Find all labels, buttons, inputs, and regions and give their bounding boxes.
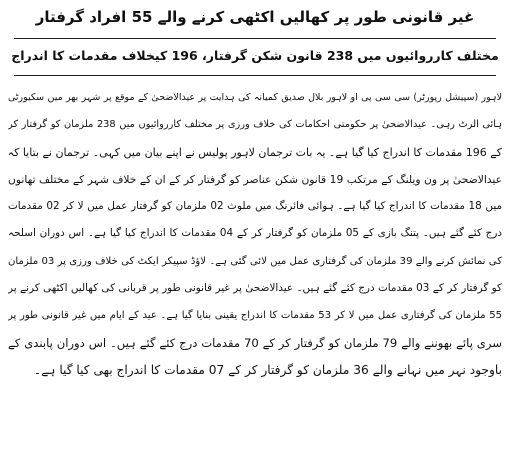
body-line: درج کئے گئے ہیں۔ پتنگ بازی کے 05 ملزمان کو گرفتار کر کے 04 مقدمات کا اندراج کیا گیا ہے۔ اس دوران اسلحہ [8, 227, 502, 240]
headline-divider [14, 38, 496, 39]
headline: غیر قانونی طور پر کھالیں اکٹھی کرنے والے 55 افراد گرفتار [35, 8, 475, 26]
body-line: سری پائے بھوننے والے 79 ملزمان کو گرفتار کر کے 70 مقدمات درج کئے گئے ہیں۔ اس دوران پابندی کے [8, 335, 502, 350]
body-line: کو گرفتار کر کے 03 مقدمات درج کئے گئے ہیں۔ عیدالاضحیٰ پر غیر قانونی طور پر قربانی کی کھالیں اکٹھی کرنے پر [8, 282, 502, 295]
subheadline-divider [14, 75, 496, 76]
body-line: کے 196 مقدمات کا اندراج کیا گیا ہے۔ یہ بات ترجمان لاہور پولیس نے اپنے بیان میں کہی۔ ترجمان نے بتایا کہ [8, 145, 502, 159]
body-line: ہائی الرٹ رہی۔ عیدالاضحیٰ پر حکومتی احکامات کی خلاف ورزی پر مختلف کارروائیوں میں 238 ملزمان کو گرفتار کر [8, 119, 502, 131]
body-line: عیدالاضحیٰ پر ون ویلنگ کے مرتکب 19 قانون شکن عناصر کو گرفتار کر کے ان کے خلاف شہر کے مختلف تھانوں [8, 172, 502, 186]
body-line-last: باوجود نہر میں نہانے والے 36 ملزمان کو گرفتار کر کے 07 مقدمات کا اندراج بھی کیا گیا ہے۔ [34, 362, 502, 377]
body-line: لاہور (سپیشل رپورٹر) سی سی پی او لاہور بلال صدیق کمیانہ کی ہدایت پر عیدالاضحیٰ کے موقع پر شہر بھر میں سکیورٹی [8, 92, 502, 103]
body-line: میں 18 مقدمات کا اندراج کیا گیا ہے۔ ہوائی فائرنگ میں ملوث 02 ملزمان کو گرفتار عمل میں لا کر 02 مقدمات [8, 200, 502, 213]
body-line: 55 ملزمان کی گرفتاری عمل میں لا کر 53 مقدمات کا اندراج یقینی بنایا گیا ہے۔ عید کے ایام میں غیر قانونی طور پر [8, 310, 502, 322]
body-line: کی نمائش کرنے والے 39 ملزمان کی گرفتاری عمل میں لائی گئی ہے۔ لاؤڈ سپیکر ایکٹ کی خلاف ورزی پر 03 ملزمان [8, 255, 502, 267]
article-body [8, 84, 502, 384]
subheadline: مختلف کارروائیوں میں 238 قانون شکن گرفتار، 196 کیخلاف مقدمات کا اندراج [11, 48, 499, 63]
